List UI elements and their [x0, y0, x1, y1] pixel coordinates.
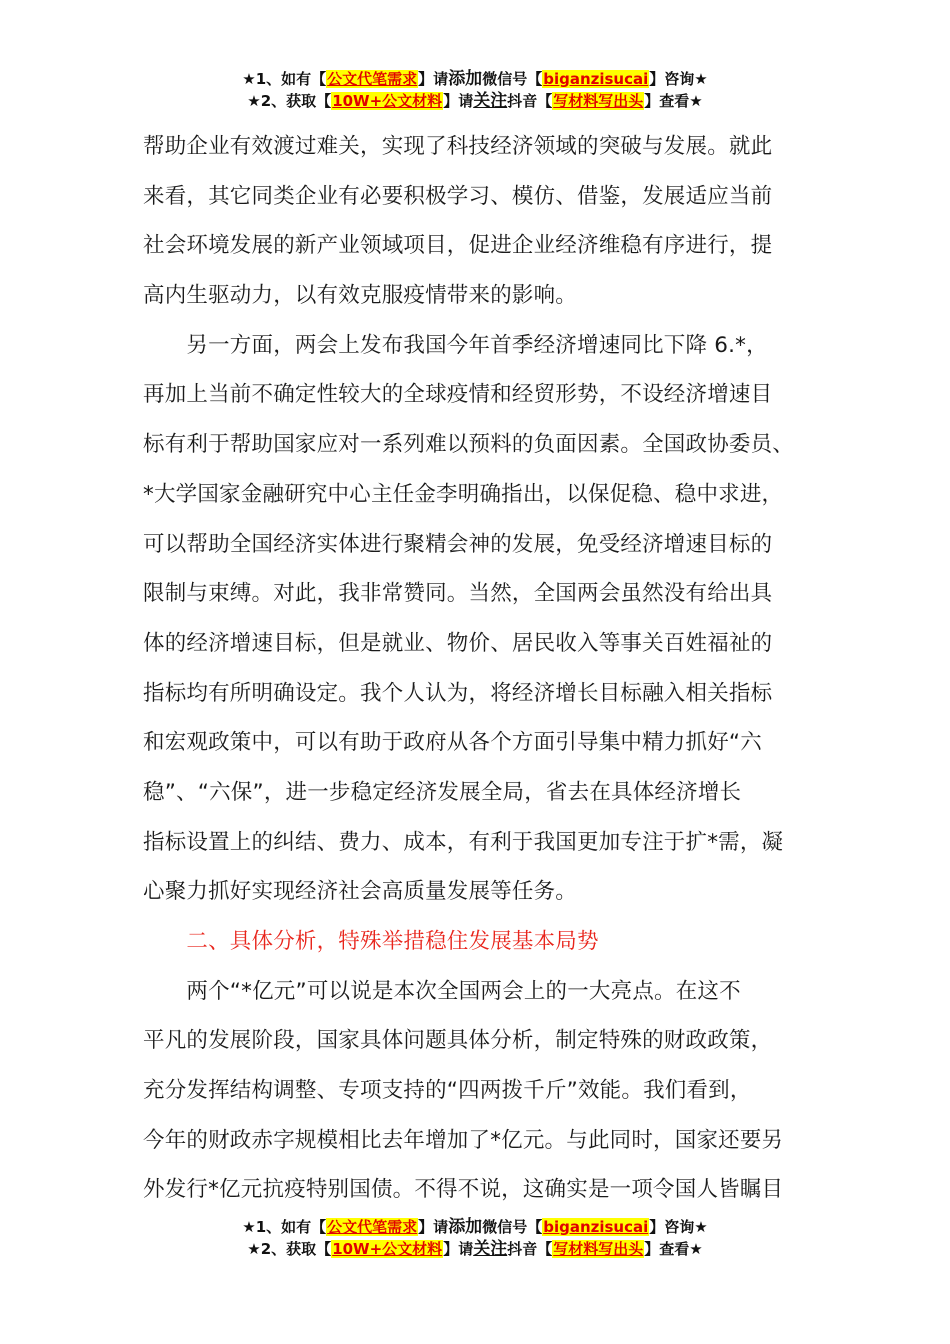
banner-text: 】请: [443, 1240, 474, 1258]
highlight-materials: 10W+公文材料: [332, 1240, 443, 1258]
banner-text: 】请: [418, 70, 449, 88]
banner-line-2: [0, 90, 950, 112]
body-line: *大学国家金融研究中心主任金李明确指出，以保促稳、稳中求进，: [143, 481, 784, 507]
banner-text: 】咨询★: [649, 70, 708, 88]
body-line: 平凡的发展阶段，国家具体问题具体分析，制定特殊的财政政策，: [143, 1028, 773, 1054]
body-line: 另一方面，两会上发布我国今年首季经济增速同比下降 6.*，: [143, 332, 768, 358]
body-line: 和宏观政策中，可以有助于政府从各个方面引导集中精力抓好“六: [143, 730, 762, 756]
banner-text: 抖音【: [507, 92, 553, 110]
banner-text: 】请: [443, 92, 474, 110]
body-line: 指标均有所明确设定。我个人认为，将经济增长目标融入相关指标: [143, 680, 773, 706]
banner-emphasis: 关注: [473, 1239, 508, 1259]
banner-text: 抖音【: [507, 1240, 553, 1258]
highlight-douyin: 写材料写出头: [553, 1240, 644, 1258]
body-line: 帮助企业有效渡过难关，实现了科技经济领域的突破与发展。就此: [143, 134, 773, 159]
body-line: 再加上当前不确定性较大的全球疫情和经贸形势，不设经济增速目: [143, 382, 773, 408]
body-line: 限制与束缚。对此，我非常赞同。当然，全国两会虽然没有给出具: [143, 581, 773, 607]
body-line: 来看，其它同类企业有必要积极学习、模仿、借鉴，发展适应当前: [143, 183, 773, 209]
section-heading: 二、具体分析，特殊举措稳住发展基本局势: [143, 929, 599, 954]
document-body: [143, 122, 815, 1215]
body-line: 心聚力抓好实现经济社会高质量发展等任务。: [143, 879, 578, 905]
body-line: 外发行*亿元抗疫特别国债。不得不说，这确实是一项令国人皆瞩目: [143, 1177, 784, 1203]
body-line: 体的经济增速目标，但是就业、物价、居民收入等事关百姓福祉的: [143, 630, 773, 656]
banner-emphasis: 添加: [448, 69, 483, 89]
highlight-service: 公文代笔需求: [327, 70, 418, 88]
body-line: 标有利于帮助国家应对一系列难以预料的负面因素。全国政协委员、: [143, 432, 795, 458]
body-line: 指标设置上的纠结、费力、成本，有利于我国更加专注于扩*需，凝: [143, 829, 784, 855]
highlight-service: 公文代笔需求: [327, 1218, 418, 1236]
body-line: 两个“*亿元”可以说是本次全国两会上的一大亮点。在这不: [143, 978, 741, 1004]
banner-text: 】咨询★: [649, 1218, 708, 1236]
banner-line-1: [0, 68, 950, 90]
body-line: 充分发挥结构调整、专项支持的“四两拨千斤”效能。我们看到，: [143, 1078, 752, 1104]
body-line: 社会环境发展的新产业领域项目，促进企业经济维稳有序进行，提: [143, 233, 773, 259]
banner-line-1: [0, 1216, 950, 1238]
banner-text: 】请: [418, 1218, 449, 1236]
banner-text: 微信号【: [482, 1218, 543, 1236]
banner-text: 微信号【: [482, 70, 543, 88]
footer-banner: [0, 1216, 950, 1260]
highlight-wechat-id: biganzisucai: [543, 1218, 649, 1236]
banner-text: 】查看★: [644, 92, 703, 110]
banner-text: ★1、如有【: [242, 1218, 327, 1236]
body-line: 稳”、“六保”，进一步稳定经济发展全局，省去在具体经济增长: [143, 779, 742, 805]
header-banner: [0, 68, 950, 112]
highlight-materials: 10W+公文材料: [332, 92, 443, 110]
banner-emphasis: 添加: [448, 1217, 483, 1237]
highlight-wechat-id: biganzisucai: [543, 70, 649, 88]
banner-text: 】查看★: [644, 1240, 703, 1258]
banner-text: ★2、获取【: [247, 92, 332, 110]
banner-line-2: [0, 1238, 950, 1260]
highlight-douyin: 写材料写出头: [553, 92, 644, 110]
banner-text: ★1、如有【: [242, 70, 327, 88]
banner-text: ★2、获取【: [247, 1240, 332, 1258]
body-line: 今年的财政赤字规模相比去年增加了*亿元。与此同时，国家还要另: [143, 1127, 784, 1153]
banner-emphasis: 关注: [473, 91, 508, 111]
body-line: 高内生驱动力，以有效克服疫情带来的影响。: [143, 283, 578, 309]
body-line: 可以帮助全国经济实体进行聚精会神的发展，免受经济增速目标的: [143, 531, 773, 557]
